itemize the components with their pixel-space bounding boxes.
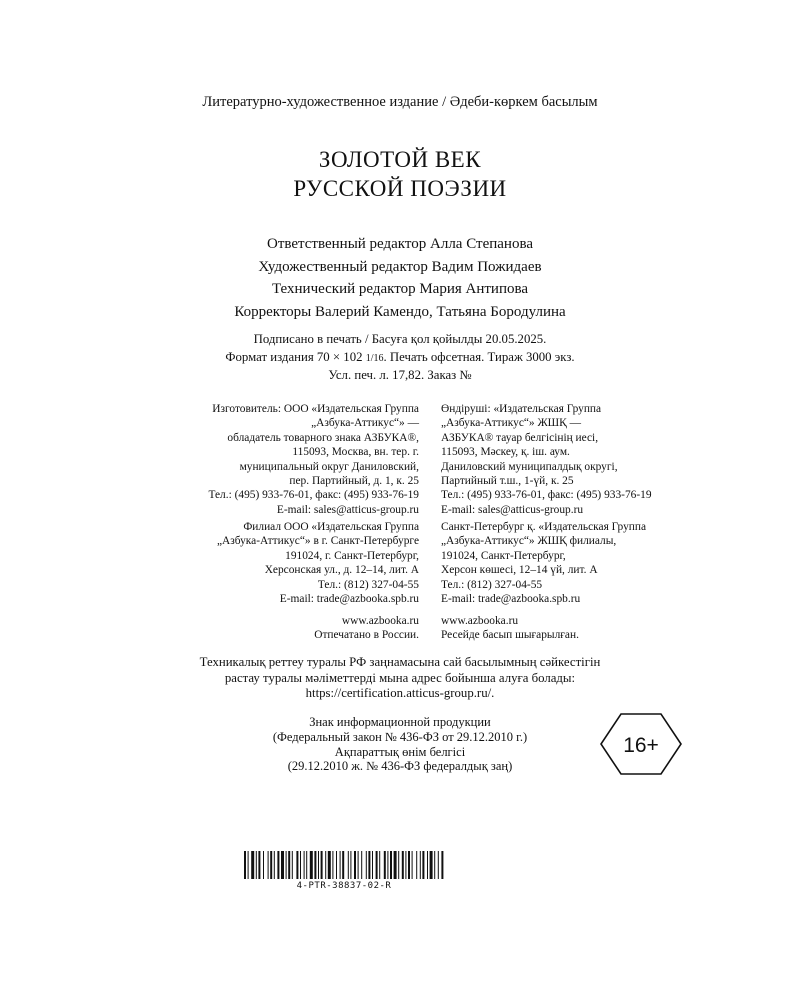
barcode-bar — [314, 851, 316, 879]
format-prefix: Формат издания 70 × 102 — [225, 349, 366, 364]
branch-kz-line: „Азбука-Аттикус“» ЖШҚ филиалы, — [441, 535, 617, 548]
barcode-bar — [292, 851, 293, 879]
book-title — [0, 145, 800, 203]
publisher-ru-line: E-mail: sales@atticus-group.ru — [276, 503, 419, 516]
barcode-bar — [281, 851, 284, 879]
credit-line: Ответственный редактор Алла Степанова — [267, 236, 533, 252]
publisher-kz-line: E-mail: sales@atticus-group.ru — [441, 503, 584, 516]
certification-url[interactable]: https://certification.atticus-group.ru/. — [305, 686, 495, 700]
publisher-ru-line: обладатель товарного знака АЗБУКА®, — [227, 431, 419, 444]
barcode-bar — [288, 851, 290, 879]
imprint-signed: Подписано в печать / Басуға қол қойылды 20.05.2025. — [253, 332, 547, 346]
barcode-bar — [430, 851, 433, 879]
publisher-kz-line: Өндіруші: «Издательская Группа — [441, 403, 602, 415]
barcode-bar — [268, 851, 269, 879]
barcode-number: 4-PTR-38837-02-R — [296, 881, 392, 891]
publisher-kz-line: АЗБУКА® тауар белгісінің иесі, — [441, 431, 599, 444]
branch-kz-line: Тел.: (812) 327-04-55 — [441, 578, 543, 591]
printed-in-kz: Ресейде басып шығарылған. — [441, 629, 579, 642]
format-fraction: 1/16 — [365, 352, 384, 364]
branch-ru-line: Херсонская ул., д. 12–14, лит. А — [264, 564, 419, 577]
barcode-bar — [408, 851, 410, 879]
publisher-block-ru — [119, 402, 419, 517]
barcode-bar — [328, 851, 331, 879]
printed-in-ru: Отпечатано в России. — [314, 629, 419, 642]
branch-ru-line: 191024, г. Санкт-Петербург, — [285, 549, 419, 562]
barcode — [244, 851, 570, 879]
publisher-ru-line: 115093, Москва, вн. тер. г. — [292, 446, 419, 459]
barcode-bar — [402, 851, 404, 879]
publisher-ru-line: Изготовитель: ООО «Издательская Группа — [212, 403, 419, 415]
barcode-bar — [441, 851, 443, 879]
branch-kz-line: Санкт-Петербург қ. «Издательская Группа — [441, 521, 647, 533]
barcode-bar — [358, 851, 359, 879]
barcode-bar — [354, 851, 356, 879]
branch-ru-line: Тел.: (812) 327-04-55 — [317, 578, 419, 591]
print-imprint — [0, 331, 800, 385]
branch-kz-line: E-mail: trade@azbooka.spb.ru — [441, 593, 581, 606]
branch-ru-line: „Азбука-Аттикус“» в г. Санкт-Петербурге — [216, 535, 419, 548]
info-product-sign — [230, 715, 570, 774]
publisher-ru-line: „Азбука-Аттикус“» — — [311, 417, 419, 430]
credit-line: Технический редактор Мария Антипова — [271, 281, 529, 297]
barcode-bar — [398, 851, 399, 879]
barcode-bar — [318, 851, 319, 879]
barcode-bar — [379, 851, 380, 879]
barcode-bar — [342, 851, 344, 879]
barcode-bar — [340, 851, 341, 879]
barcode-bar — [277, 851, 279, 879]
barcode-bar — [412, 851, 413, 879]
barcode-bar — [310, 851, 313, 879]
barcode-bar — [390, 851, 392, 879]
web-block-kz — [441, 614, 741, 643]
barcode-bar — [350, 851, 351, 879]
barcode-bar — [416, 851, 417, 879]
publisher-kz-line: Партийный т.ш., 1-үй, к. 25 — [441, 475, 574, 488]
branch-ru-line: E-mail: trade@azbooka.spb.ru — [279, 593, 419, 606]
barcode-bar — [251, 851, 254, 879]
barcode-bar — [286, 851, 287, 879]
book-title-line-1: ЗОЛОТОЙ ВЕК — [318, 147, 482, 172]
barcode-bar — [304, 851, 305, 879]
barcode-bar — [321, 851, 323, 879]
web-block-ru — [119, 614, 419, 643]
publisher-ru-line: муниципальный округ Даниловский, — [239, 460, 419, 473]
barcode-bar — [427, 851, 428, 879]
certification-line: растау туралы мәліметтерді мына адрес бойынша алуға болады: — [224, 670, 576, 685]
barcode-bar — [332, 851, 333, 879]
series-line: Литературно-художественное издание / Әдеби-көркем басылым — [202, 94, 598, 110]
certification-note — [0, 655, 800, 702]
barcode-bar — [372, 851, 373, 879]
info-sign-line: Знак информационной продукции — [309, 715, 491, 729]
info-sign-line: (Федеральный закон № 436-ФЗ от 29.12.2010 г.) — [272, 729, 528, 744]
imprint-format — [0, 349, 800, 368]
age-rating-badge — [599, 712, 683, 776]
branch-kz-line: 191024, Санкт-Петербург, — [441, 549, 566, 562]
barcode-bar — [376, 851, 378, 879]
barcode-bar — [348, 851, 349, 879]
publisher-kz-line: 115093, Мәскеу, қ. іш. аум. — [441, 446, 570, 459]
branch-block-kz — [441, 520, 741, 606]
barcode-bar — [434, 851, 435, 879]
info-sign-line: (29.12.2010 ж. № 436-ФЗ федералдық заң) — [287, 759, 513, 774]
imprint-sheets: Усл. печ. л. 17,82. Заказ № — [328, 368, 472, 382]
branch-ru-line: Филиал ООО «Издательская Группа — [243, 521, 419, 533]
age-rating-text: 16+ — [623, 734, 659, 757]
barcode-bar — [263, 851, 264, 879]
branch-block-ru — [119, 520, 419, 606]
info-sign-line: Ақпараттық өнім белгісі — [334, 744, 466, 759]
barcode-bar — [296, 851, 298, 879]
credit-line: Художественный редактор Вадим Пожидаев — [258, 258, 542, 275]
barcode-bar — [384, 851, 386, 879]
credit-line: Корректоры Валерий Камендо, Татьяна Бородулина — [234, 303, 566, 320]
barcode-bar — [244, 851, 246, 879]
barcode-bar — [368, 851, 370, 879]
format-suffix: . Печать офсетная. Тираж 3000 экз. — [383, 349, 575, 364]
barcode-bar — [258, 851, 260, 879]
branch-kz-line: Херсон көшесі, 12–14 үй, лит. А — [441, 564, 598, 577]
website-link-kz[interactable]: www.azbooka.ru — [441, 615, 519, 627]
book-title-line-2: РУССКОЙ ПОЭЗИИ — [293, 176, 507, 201]
barcode-bar — [387, 851, 388, 879]
publisher-kz-line: Тел.: (495) 933-76-01, факс: (495) 933-76-19 — [441, 489, 652, 502]
publisher-ru-line: пер. Партийный, д. 1, к. 25 — [289, 475, 419, 488]
barcode-bar — [256, 851, 257, 879]
barcode-bar — [405, 851, 406, 879]
barcode-bar — [270, 851, 272, 879]
barcode-bar — [306, 851, 307, 879]
barcode-bar — [366, 851, 367, 879]
certification-line: Техникалық реттеу туралы РФ заңнамасына сай басылымның сәйкестігін — [199, 655, 601, 669]
barcode-bar — [438, 851, 439, 879]
barcode-bar — [274, 851, 275, 879]
editorial-credits — [0, 233, 800, 323]
publisher-kz-line: „Азбука-Аттикус“» ЖШҚ — — [441, 417, 582, 430]
publisher-ru-line: Тел.: (495) 933-76-01, факс: (495) 933-76-19 — [208, 489, 419, 502]
barcode-bar — [336, 851, 337, 879]
barcode-bar — [422, 851, 424, 879]
website-link-ru[interactable]: www.azbooka.ru — [341, 615, 419, 627]
barcode-bar — [325, 851, 326, 879]
barcode-bar — [361, 851, 362, 879]
publisher-kz-line: Даниловский муниципалдық округі, — [441, 460, 618, 473]
barcode-bar — [248, 851, 249, 879]
publisher-block-kz — [441, 402, 741, 517]
barcode-bar — [394, 851, 397, 879]
barcode-bar — [300, 851, 301, 879]
barcode-bar — [420, 851, 421, 879]
